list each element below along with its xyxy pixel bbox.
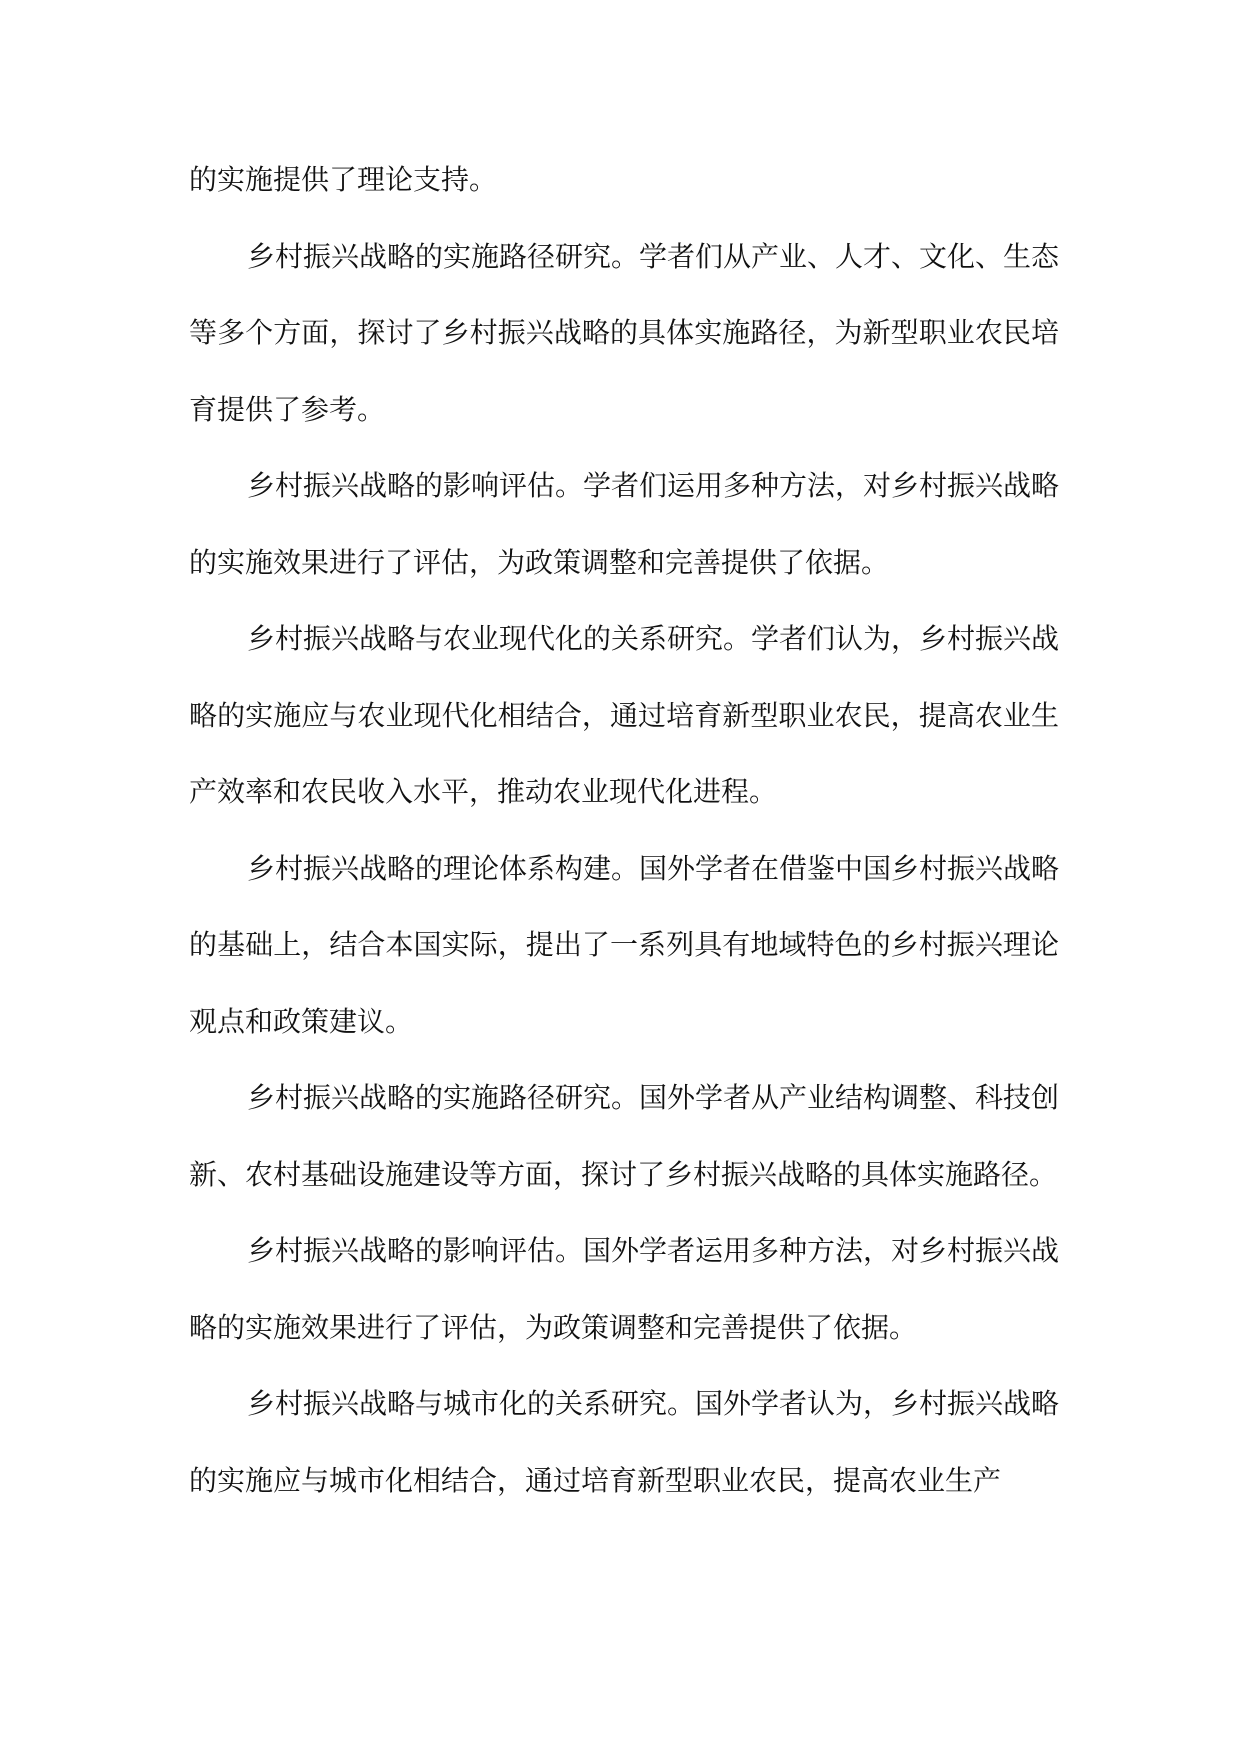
paragraph-agri-modernization: 乡村振兴战略与农业现代化的关系研究。学者们认为，乡村振兴战略的实施应与农业现代化相结合，通过培育新型职业农民，提高农业生产效率和农民收入水平，推动农业现代化进程。 <box>189 622 1060 808</box>
document-body <box>189 142 1059 1519</box>
paragraph-foreign-implementation-path: 乡村振兴战略的实施路径研究。国外学者从产业结构调整、科技创新、农村基础设施建设等方面，探讨了乡村振兴战略的具体实施路径。 <box>189 1081 1060 1191</box>
paragraph-urbanization: 乡村振兴战略与城市化的关系研究。国外学者认为，乡村振兴战略的实施应与城市化相结合，通过培育新型职业农民，提高农业生产 <box>189 1387 1060 1497</box>
paragraph-foreign-impact-assessment: 乡村振兴战略的影响评估。国外学者运用多种方法，对乡村振兴战略的实施效果进行了评估，为政策调整和完善提供了依据。 <box>189 1234 1060 1344</box>
paragraph-impact-assessment: 乡村振兴战略的影响评估。学者们运用多种方法，对乡村振兴战略的实施效果进行了评估，为政策调整和完善提供了依据。 <box>189 469 1060 579</box>
paragraph-theory-system: 乡村振兴战略的理论体系构建。国外学者在借鉴中国乡村振兴战略的基础上，结合本国实际，提出了一系列具有地域特色的乡村振兴理论观点和政策建议。 <box>189 851 1060 1038</box>
paragraph-implementation-path: 乡村振兴战略的实施路径研究。学者们从产业、人才、文化、生态等多个方面，探讨了乡村振兴战略的具体实施路径，为新型职业农民培育提供了参考。 <box>189 239 1060 426</box>
paragraph-continuation: 的实施提供了理论支持。 <box>189 163 498 196</box>
